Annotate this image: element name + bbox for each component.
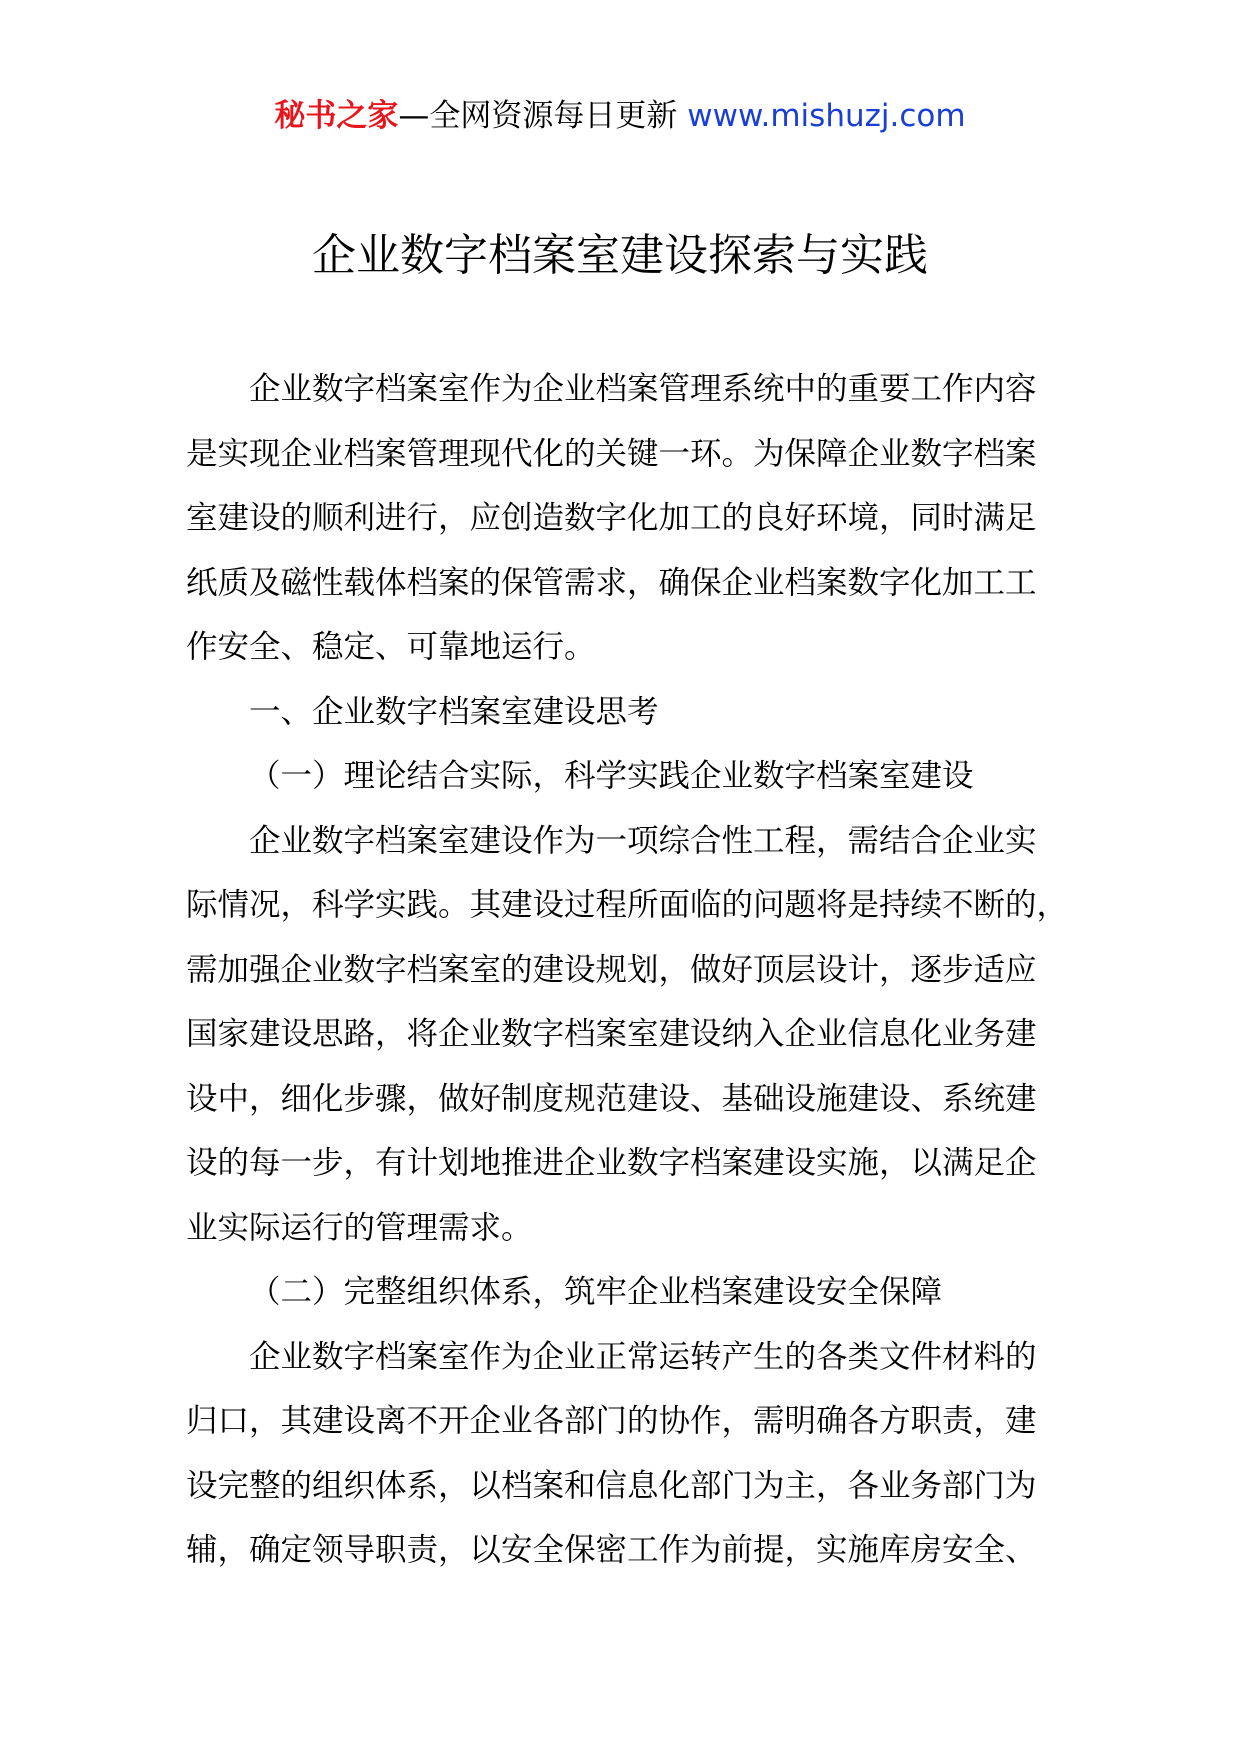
document-body [186, 357, 1069, 1583]
text-line: 室建设的顺利进行，应创造数字化加工的良好环境，同时满足 [186, 500, 1037, 536]
text-line: 归口，其建设离不开企业各部门的协作，需明确各方职责，建 [186, 1403, 1037, 1439]
site-name: 秘书之家 [274, 98, 399, 134]
text-line: 业实际运行的管理需求。 [186, 1209, 533, 1246]
document-title: 企业数字档案室建设探索与实践 [312, 230, 928, 281]
paragraph-subsection-1 [186, 809, 1069, 1261]
paragraph-intro [186, 357, 1062, 680]
text-line: 设的每一步，有计划地推进企业数字档案建设实施，以满足企 [186, 1145, 1037, 1181]
text-line: 企业数字档案室作为企业正常运转产生的各类文件材料的 [249, 1338, 1037, 1375]
subsection-heading-1 [186, 744, 1062, 809]
text-line: 设中，细化步骤，做好制度规范建设、基础设施建设、系统建 [186, 1080, 1037, 1117]
site-tagline: —全网资源每日更新 [398, 98, 678, 134]
text-line: 辅，确定领导职责，以安全保密工作为前提，实施库房安全、 [186, 1532, 1037, 1568]
text-line: 国家建设思路，将企业数字档案室建设纳入企业信息化业务建 [186, 1016, 1037, 1052]
text-line: 作安全、稳定、可靠地运行。 [186, 629, 596, 665]
subsection-heading-2 [186, 1260, 1062, 1325]
text-line: 是实现企业档案管理现代化的关键一环。为保障企业数字档案 [186, 435, 1037, 472]
text-line: 际情况，科学实践。其建设过程所面临的问题将是持续不断的， [186, 887, 1069, 923]
text-line: 纸质及磁性载体档案的保管需求，确保企业档案数字化加工工 [186, 564, 1037, 601]
paragraph-subsection-2 [186, 1325, 1062, 1583]
text-line: （二）完整组织体系，筑牢企业档案建设安全保障 [249, 1274, 943, 1310]
section-heading-1 [186, 680, 1062, 745]
text-line: 企业数字档案室建设作为一项综合性工程，需结合企业实 [249, 822, 1037, 859]
text-line: 企业数字档案室作为企业档案管理系统中的重要工作内容 [249, 371, 1037, 407]
text-line: 一、企业数字档案室建设思考 [249, 693, 659, 730]
site-header [0, 96, 1240, 136]
site-url-link[interactable]: www.mishuzj.com [687, 98, 966, 134]
text-line: 需加强企业数字档案室的建设规划，做好顶层设计，逐步适应 [186, 951, 1037, 988]
text-line: 设完整的组织体系，以档案和信息化部门为主，各业务部门为 [186, 1467, 1037, 1504]
text-line: （一）理论结合实际，科学实践企业数字档案室建设 [249, 758, 974, 794]
